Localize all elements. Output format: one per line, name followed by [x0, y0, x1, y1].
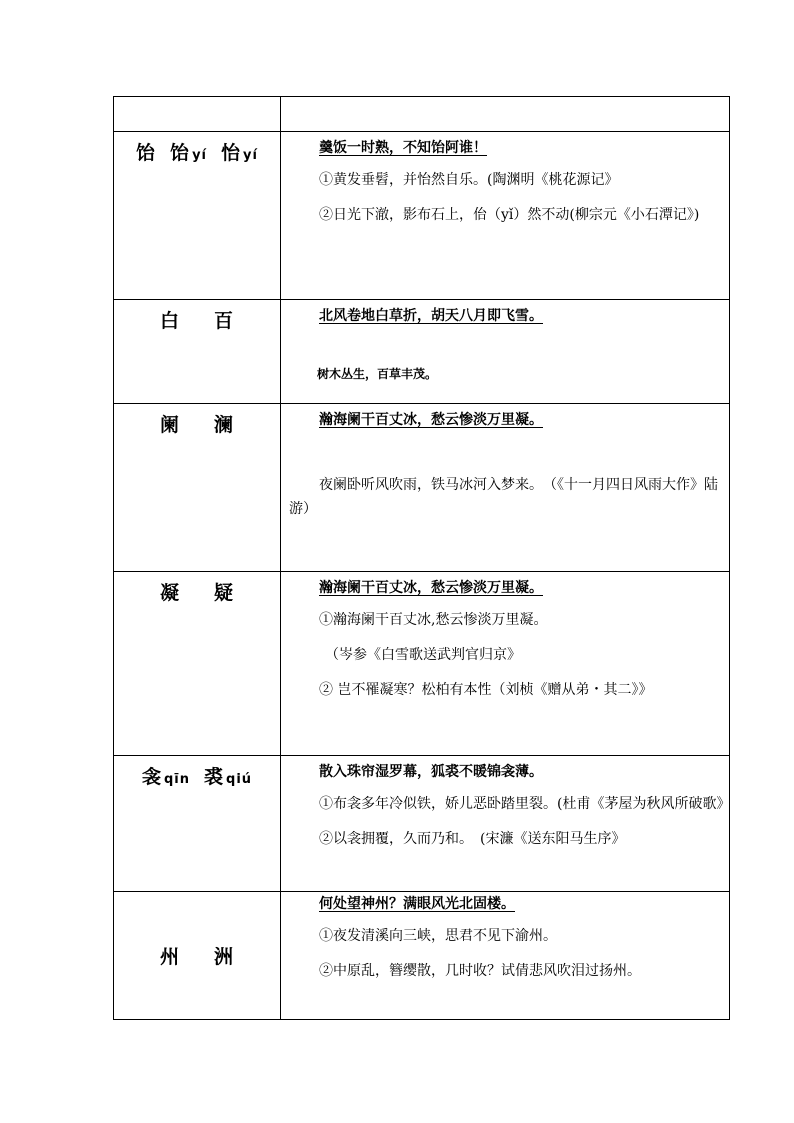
example-line: （岑参《白雪歌送武判官归京》	[325, 647, 521, 663]
word-char: 洲	[214, 946, 235, 968]
example-cell	[281, 892, 730, 1020]
table-row	[114, 132, 730, 300]
example-line: 树木丛生，百草丰茂。	[317, 367, 438, 381]
word-cell	[114, 572, 281, 756]
word-table	[113, 96, 730, 1020]
word-cell	[114, 132, 281, 300]
word-char: 饴	[170, 142, 191, 164]
example-cell	[281, 572, 730, 756]
example-title: 散入珠帘湿罗幕，狐裘不暖锦衾薄。	[319, 764, 543, 780]
word-char: 饴	[136, 142, 157, 164]
header-cell-right	[281, 97, 730, 132]
table-row	[114, 404, 730, 572]
example-title: 北风卷地白草折，胡天八月即飞雪。	[319, 308, 543, 324]
word-char: 疑	[214, 582, 235, 604]
word-pair	[114, 572, 280, 605]
example-line: ①布衾多年冷似铁，娇儿恶卧踏里裂。(杜甫《茅屋为秋风所破歌》	[319, 796, 731, 812]
example-cell	[281, 404, 730, 572]
word-pair	[114, 756, 280, 789]
word-pair	[114, 300, 280, 333]
example-line: ①夜发清溪向三峡，思君不见下渝州。	[319, 928, 557, 944]
word-cell	[114, 892, 281, 1020]
header-cell-left	[114, 97, 281, 132]
example-title: 瀚海阑干百丈冰，愁云惨淡万里凝。	[319, 412, 543, 428]
example-line: ② 岂不罹凝寒？松柏有本性（刘桢《赠从弟・其二》》	[319, 682, 653, 698]
example-line: ①黄发垂髫，并怡然自乐。(陶渊明《桃花源记》	[319, 172, 619, 188]
word-cell	[114, 404, 281, 572]
example-cell	[281, 132, 730, 300]
word-char: 百	[214, 310, 235, 332]
table-row	[114, 300, 730, 404]
table-row	[114, 756, 730, 892]
word-char: 州	[159, 946, 180, 968]
table-row	[114, 892, 730, 1020]
word-pair	[114, 132, 280, 165]
pinyin: yí	[243, 148, 258, 163]
pinyin: yí	[192, 148, 207, 163]
word-char: 阑	[159, 414, 180, 436]
example-cell	[281, 756, 730, 892]
example-title: 瀚海阑干百丈冰，愁云惨淡万里凝。	[319, 580, 543, 596]
word-pair	[114, 942, 280, 969]
word-char: 怡	[221, 142, 242, 164]
word-char: 白	[159, 310, 180, 332]
table-row	[114, 97, 730, 132]
example-line: ②日光下澈，影布石上，佁（yǐ）然不动(柳宗元《小石潭记》)	[319, 207, 700, 223]
example-cell	[281, 300, 730, 404]
example-title: 何处望神州？满眼风光北固楼。	[319, 896, 515, 912]
word-char: 凝	[159, 582, 180, 604]
word-cell	[114, 300, 281, 404]
example-line: ①瀚海阑干百丈冰,愁云惨淡万里凝。	[319, 612, 548, 628]
word-pair	[114, 404, 280, 437]
pinyin: qīn	[163, 772, 190, 787]
word-char: 澜	[214, 414, 235, 436]
word-cell	[114, 756, 281, 892]
pinyin: qiú	[226, 772, 253, 787]
example-title: 羹饭一时熟，不知饴阿谁！	[319, 140, 487, 156]
word-char: 裘	[204, 766, 225, 788]
example-line: ②以衾拥覆，久而乃和。 (宋濂《送东阳马生序》	[319, 831, 626, 847]
example-line: ②中原乱，簪缨散，几时收？试倩悲风吹泪过扬州。	[319, 963, 641, 979]
word-char: 衾	[141, 766, 162, 788]
table-row	[114, 572, 730, 756]
example-line: 夜阑卧听风吹雨，铁马冰河入梦来。 （《十一月四日风雨大作》陆游）	[289, 477, 718, 517]
